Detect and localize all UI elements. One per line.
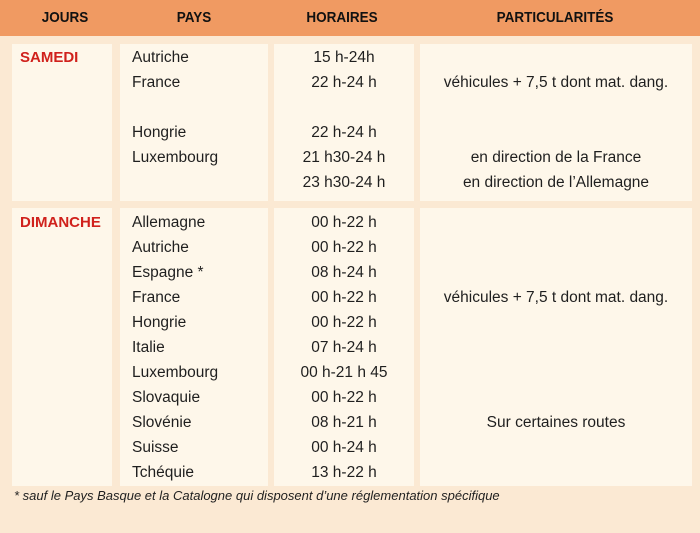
day-dimanche: DIMANCHE [20,214,101,231]
dimanche-pays-10: Tchéquie [132,464,195,481]
dimanche-horaires-3: 00 h-22 h [311,289,377,306]
dimanche-horaires-2: 08 h-24 h [311,264,377,281]
samedi-particularites-5: en direction de l’Allemagne [462,174,650,191]
dimanche-horaires-4: 00 h-22 h [311,314,377,331]
header-jours: JOURS [41,9,89,26]
samedi-horaires-0: 15 h-24h [313,49,375,66]
samedi-horaires-3: 22 h-24 h [311,124,377,141]
samedi-pays-1: France [132,74,181,91]
dimanche-pays-2: Espagne * [132,264,204,281]
dimanche-pays-1: Autriche [132,239,189,256]
dimanche-jours-cell [12,208,112,486]
footnote: * sauf le Pays Basque et la Catalogne qui disposent d’une réglementation spécifique [14,488,500,503]
dimanche-horaires-7: 00 h-22 h [311,389,377,406]
samedi-particularites-1: véhicules + 7,5 t dont mat. dang. [443,74,669,91]
dimanche-pays-4: Hongrie [132,314,187,331]
dimanche-pays-9: Suisse [132,439,179,456]
dimanche-pays-7: Slovaquie [132,389,201,406]
header-pays: PAYS [176,9,212,26]
dimanche-particularites-cell [420,208,692,486]
dimanche-horaires-8: 08 h-21 h [311,414,377,431]
dimanche-horaires-10: 13 h-22 h [311,464,377,481]
day-samedi: SAMEDI [20,49,79,66]
header-horaires: HORAIRES [306,9,378,26]
samedi-particularites-4: en direction de la France [470,149,642,166]
samedi-pays-3: Hongrie [132,124,187,141]
samedi-pays-4: Luxembourg [132,149,219,166]
dimanche-horaires-1: 00 h-22 h [311,239,377,256]
samedi-horaires-1: 22 h-24 h [311,74,377,91]
dimanche-pays-0: Allemagne [132,214,206,231]
dimanche-pays-3: France [132,289,181,306]
header-particularites: PARTICULARITÉS [496,9,614,26]
samedi-horaires-5: 23 h30-24 h [302,174,386,191]
dimanche-pays-8: Slovénie [132,414,192,431]
dimanche-pays-6: Luxembourg [132,364,219,381]
dimanche-horaires-6: 00 h-21 h 45 [300,364,388,381]
dimanche-horaires-5: 07 h-24 h [311,339,377,356]
dimanche-horaires-9: 00 h-24 h [311,439,377,456]
dimanche-horaires-0: 00 h-22 h [311,214,377,231]
samedi-horaires-4: 21 h30-24 h [302,149,386,166]
dimanche-particularites-8: Sur certaines routes [486,414,626,431]
dimanche-pays-5: Italie [132,339,165,356]
dimanche-particularites-3: véhicules + 7,5 t dont mat. dang. [443,289,669,306]
samedi-pays-0: Autriche [132,49,189,66]
table-header [0,0,700,36]
